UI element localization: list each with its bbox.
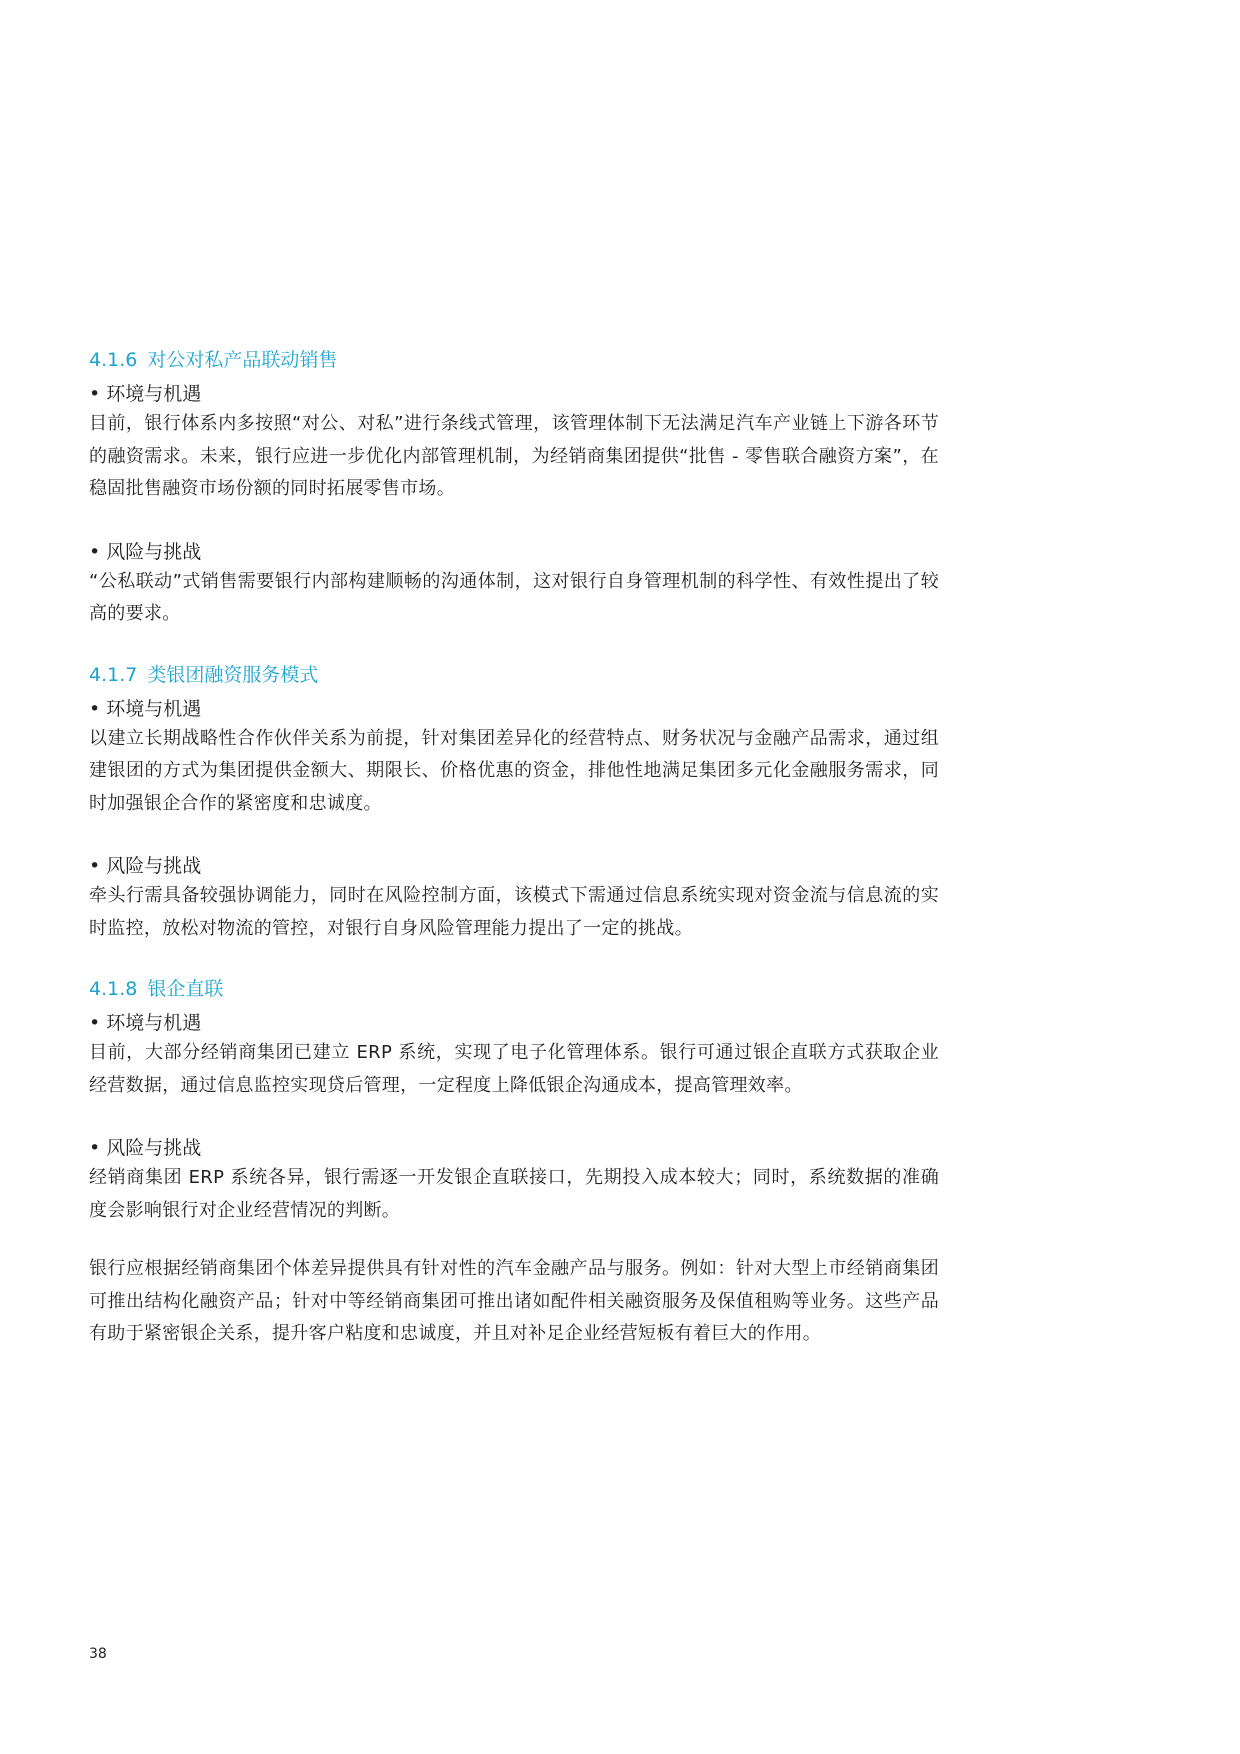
risk-heading: • 风险与挑战 [89,1137,202,1159]
opportunity-text: 目前，银行体系内多按照“对公、对私”进行条线式管理，该管理体制下无法满足汽车产业链上下游各环节的融资需求。未来，银行应进一步优化内部管理机制，为经销商集团提供“批售 - 零售联合融资方案”，在稳固批售融资市场份额的同时拓展零售市场。 [89,413,939,499]
section-heading [89,346,939,374]
section-number: 4.1.6 [89,349,138,371]
opportunity-heading: • 环境与机遇 [89,1012,202,1034]
section-title: 类银团融资服务模式 [147,663,319,686]
risk-heading: • 风险与挑战 [89,855,202,877]
section-heading [89,975,939,1003]
section-number: 4.1.7 [89,663,138,686]
page-number: 38 [89,1646,107,1662]
section-number: 4.1.8 [89,978,138,1000]
risk-text: “公私联动”式销售需要银行内部构建顺畅的沟通体制，这对银行自身管理机制的科学性、有效性提出了较高的要求。 [89,570,939,624]
section-4-1-8 [89,975,939,1227]
section-heading [89,661,939,689]
section-title: 对公对私产品联动销售 [147,349,338,371]
risk-text: 经销商集团 ERP 系统各异，银行需逐一开发银企直联接口，先期投入成本较大；同时，系统数据的准确度会影响银行对企业经营情况的判断。 [89,1167,939,1221]
risk-text: 牵头行需具备较强协调能力，同时在风险控制方面，该模式下需通过信息系统实现对资金流与信息流的实时监控，放松对物流的管控，对银行自身风险管理能力提出了一定的挑战。 [89,885,939,939]
conclusion-paragraph: 银行应根据经销商集团个体差异提供具有针对性的汽车金融产品与服务。例如：针对大型上市经销商集团可推出结构化融资产品；针对中等经销商集团可推出诸如配件相关融资服务及保值租购等业务。这些产品有助于紧密银企关系，提升客户粘度和忠诚度，并且对补足企业经营短板有着巨大的作用。 [89,1258,939,1344]
section-4-1-7 [89,661,939,946]
opportunity-text: 目前，大部分经销商集团已建立 ERP 系统，实现了电子化管理体系。银行可通过银企直联方式获取企业经营数据，通过信息监控实现贷后管理，一定程度上降低银企沟通成本，提高管理效率。 [89,1042,939,1096]
opportunity-heading: • 环境与机遇 [89,697,202,720]
risk-heading: • 风险与挑战 [89,540,202,563]
opportunity-heading: • 环境与机遇 [89,383,202,405]
document-content [89,346,939,1351]
opportunity-text: 以建立长期战略性合作伙伴关系为前提，针对集团差异化的经营特点、财务状况与金融产品需求，通过组建银团的方式为集团提供金额大、期限长、价格优惠的资金，排他性地满足集团多元化金融服务需求，同时加强银企合作的紧密度和忠诚度。 [89,727,939,814]
section-title: 银企直联 [147,978,224,1000]
section-4-1-6 [89,346,939,631]
